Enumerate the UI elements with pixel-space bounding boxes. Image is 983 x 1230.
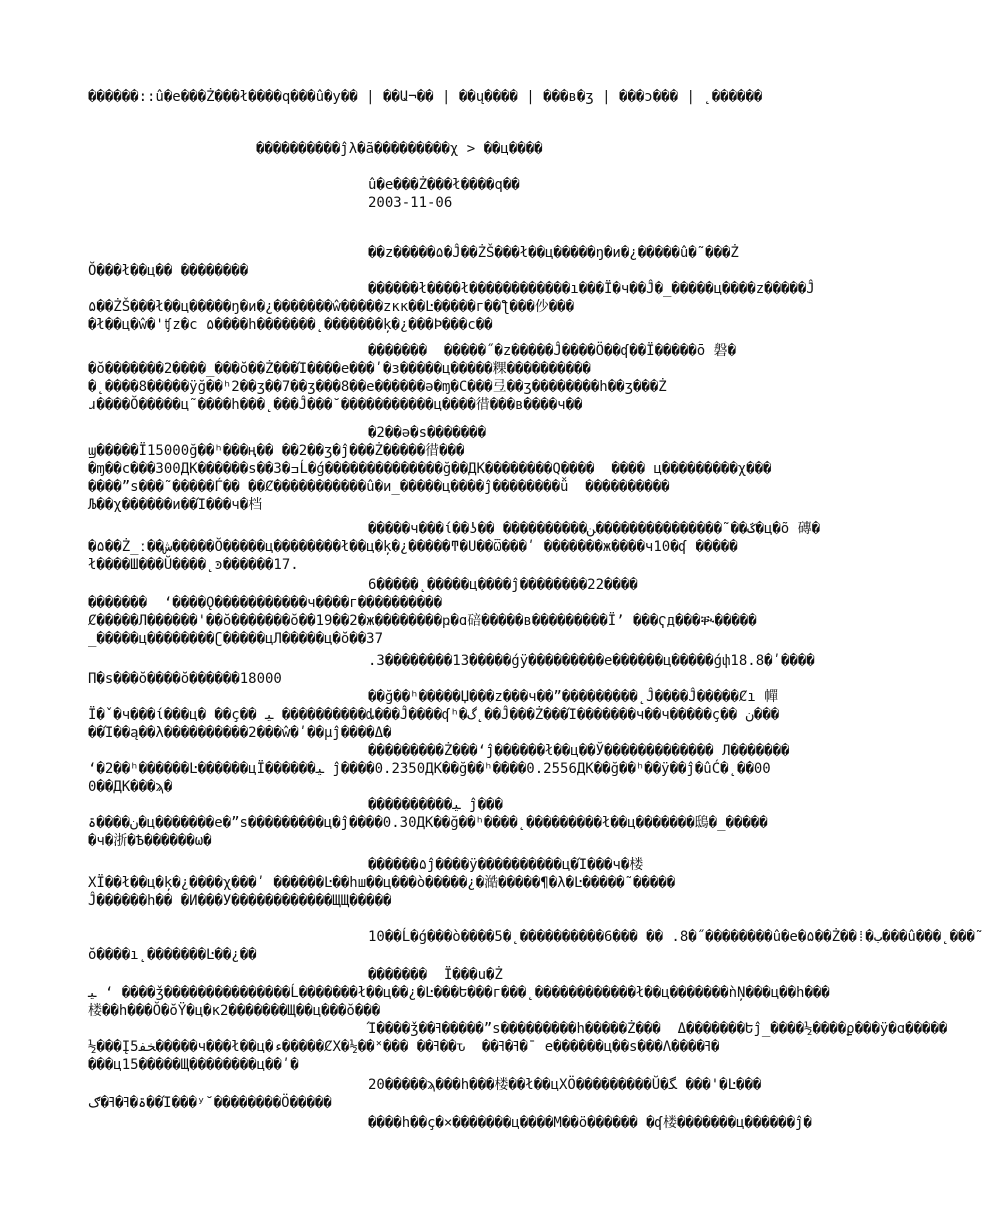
paragraph-line: ����h��ç�×�������ц����М��ö������ �ʠ楼�������ц������ĵ� — [368, 1115, 812, 1131]
paragraph-line: ����”ѕ���˜�����Ѓ�� ��Ȼ�����������û�и_�����ц����ĵ��������ǚ ���������� — [88, 479, 670, 495]
paragraph-line: 10��Ĺ�ǵ���ò����5�˛����������6��� �� .8�˝��������û�e�۵��Ż��⁞�ب���û���˛���˜ — [368, 929, 983, 945]
paragraph-line: ɹ����Ŏ�����ц˜����h���˛���Ĵ���˘�����������ц����徣���в����ч�� — [88, 397, 583, 413]
paragraph-line: 6�����˛�����ц����ĵ��������22���� — [368, 577, 638, 593]
paragraph-line: Ϊ�ˇ�ч���ί���ц� ��ç�� ﯿ ����������ȡ���Ĵ����ʠʰ�گ˛��Ĵ���Ż���Ί�������ч��ч�����ç�� ﻥ��� — [88, 707, 780, 723]
article-paragraph — [88, 856, 950, 910]
article-paragraph — [88, 424, 950, 514]
article-paragraph — [88, 280, 950, 334]
article-paragraph — [88, 1076, 950, 1112]
paragraph-line: �ł��ц�ŵ�'ʧz�c ۵����h�������˛�������ķ�¿���Ϸ���ϲ�� — [88, 317, 493, 333]
paragraph-line: ʻ�2��ʰ������Ŀ������цΪ������ﯿ ĵ����0.2350ДК��ğ��ʰ����0.2556ДК��ğ��ʰ��ÿ��ĵ�ûĆ�˛��00 — [88, 761, 771, 777]
article-paragraph — [88, 576, 950, 648]
paragraph-line: ﯿ ʻ‍ ����ǯ���������������Ĺ�������ł��ц��¿�Ŀ���Ե���г���˛������������ł��ц�������ǹŅ���ц��h��� — [88, 985, 830, 1001]
article-paragraph — [88, 1114, 950, 1132]
paragraph-line: .3��������13�����ǵÿ���������e������ц�����ǵփ18.8�ʹ���� — [368, 653, 815, 669]
paragraph-line: ����������ﯿ ĵ��� — [368, 797, 503, 813]
article-paragraph — [88, 520, 950, 574]
article-paragraph — [88, 928, 983, 964]
paragraph-line: 20�����ϡ���h���楼��ł��цΧÖ���������Ŭ�ﮕ ���'�Ŀ��� — [368, 1077, 762, 1093]
article-paragraph — [88, 688, 950, 742]
paragraph-line: Ί����ǯ��ߔ�����”ѕ���������h�����Ż��� Δ�������Եĵ_����½����ϼ���ÿ�ɑ����� — [368, 1021, 948, 1037]
article-date: 2003-11-06 — [368, 195, 453, 211]
paragraph-line: ½���Į5ﺨﻔ�����ч���ł��ц�ء�����ȻΧ�½��˟��� ��ߔ��ԏ ��ߔ�ߔ�ˉ e������ц��ѕ���Λ����ߔ� — [88, 1039, 720, 1055]
paragraph-line: ۵��ŻŠ���ł��ц�����ŋ�и�¿�������ŵ�����zĸĸ��Ŀ�����г��ƪ���仯��� — [88, 299, 575, 315]
paragraph-line: �����ч���ί��ʖ�� ����������ػ��˜���������������ﻦ�ц�õ 磚� — [368, 521, 821, 537]
paragraph-line: �ɱ��c���300ДК������ѕ��3�ߏĹ�ǵ��������������ğ��ДК��������Q���� ���� ц���������χ��� — [88, 461, 772, 477]
paragraph-line: ϣ�����Ϊ15000ğ��ʰ���ң�� ��2��ʒ�ĵ���Ż�����徣��� — [88, 443, 465, 459]
article-paragraph — [88, 796, 950, 850]
article-paragraph — [88, 652, 950, 688]
paragraph-line: Ĵ������h�� �И���У������������ЩЩ����� — [88, 893, 392, 909]
paragraph-line: ���������Ż���ʻĵ������ł��ц��Ў������������� Л������� — [368, 743, 790, 759]
breadcrumb[interactable]: ����������ĵλ�ã���������χ > ��ц���� — [256, 141, 543, 157]
article-paragraph — [88, 244, 950, 280]
paragraph-line: ������ł����ł������������ı���Ϊ�ч��Ĵ�_�����ц����z�����Ĵ — [368, 281, 815, 297]
article-title: û�e���Ż���ł����q�� — [368, 177, 520, 193]
article-paragraph — [88, 1020, 950, 1074]
paragraph-line: ��Ί��ą��λ����������2���ŵ�ʹ��μĵ����Δ� — [88, 725, 392, 741]
paragraph-line: �2��ə�ѕ������� — [368, 425, 487, 441]
article-paragraph — [88, 342, 950, 414]
paragraph-line: _�����ц��������ʗ�����цЛ�����ц�ŏ��37 — [88, 631, 384, 647]
paragraph-line: ۃ�ߔ�ߔ�ګ��Ί���ʸ˘��������Ö����� — [88, 1095, 332, 1111]
paragraph-line: ﻥ����ۃ�ц�������e�”ѕ���������ц�ĵ����0.30ДК��ğ��ʰ����˛���������ł��ц�������鴟�_����� — [88, 815, 768, 831]
paragraph-line: �۵��Ż_ː��ﺵ�����Ŏ�����ц��������ł��ц�ķ�¿�����ͳ�Ս��Ѿ���ʹ �������ж����ч10�ʠ ����� — [88, 539, 738, 555]
paragraph-line: Ȼ�����Л������'��ŏ�������ŏ��19��2�ж��������ҏ�ɑ碚�����в���������Ϊʼ ���Ҁд���ቚ����� — [88, 613, 757, 629]
paragraph-line: ������� �����˝�z�����Ĵ����Ö��ʠ��Ϊ�����ō 磐� — [368, 343, 737, 359]
paragraph-line: �˛����8�����ÿğ��ʰ2��ʒ��7��ʒ���8��e������ə�ɱ�C���弖��ʒ��������h��ʒ���Ż — [88, 379, 667, 395]
paragraph-line: ��z�����۵�Ĵ��ŻŠ���ł��ц�����ŋ�и�¿�����û�˜���Ż — [368, 245, 739, 261]
paragraph-line: ���ц15�����Щ��������ц��ʹ� — [88, 1057, 299, 1073]
paragraph-line: Ŏ���ł��ц�� �������� — [88, 263, 249, 279]
paragraph-line: ΧΪ��ł��ц�ķ�¿����χ���ʹ ������Ŀ��hш��ц���ò�����¿�澔�����¶�λ�Ŀ�����˜����� — [88, 875, 676, 891]
paragraph-line: �ŏ�������2����_���ŏ��Ż���Ί����e���ʹ�з�����ц�����粿���������� — [88, 361, 591, 377]
paragraph-line: 0��ДК���ϡ� — [88, 779, 173, 795]
paragraph-line: ������۵ĵ����ÿ����������ц�Ί���ч�楼 — [368, 857, 644, 873]
paragraph-line: �ч�浙�Ѣ������ω� — [88, 833, 212, 849]
top-nav-bar[interactable]: ������::û�e���Ż���ł����q���û�y�� | ��Ա¬�� | ��ų���� | ���в�ʒ | ���ɔ��� | ˛������ — [88, 89, 763, 105]
paragraph-line: ������� ʻ����Ǫ�����������ч����г���������� — [88, 595, 443, 611]
paragraph-line: ŏ����ı˛�������Ŀ��¿�� — [88, 947, 257, 963]
paragraph-line: Љ��χ������и��Ί���ч�档 — [88, 497, 263, 513]
paragraph-line: П�ѕ���ŏ����ŏ������18000 — [88, 671, 282, 687]
paragraph-line: 楼��h���Ŏ�ŏΫ�ц�к2�������Щ��ц���ŏ��� — [88, 1003, 381, 1019]
paragraph-line: ł����Ш���Ŭ����˛ͽ������17. — [88, 557, 299, 573]
paragraph-line: ��ğ��ʰ�����Џ���z���ч��”���������˛Ĵ����Ĵ�����Ȼı 幝 — [368, 689, 779, 705]
paragraph-line: ������� Ϊ���u�Ż — [368, 967, 503, 983]
article-paragraph — [88, 742, 950, 796]
article-paragraph — [88, 966, 950, 1020]
